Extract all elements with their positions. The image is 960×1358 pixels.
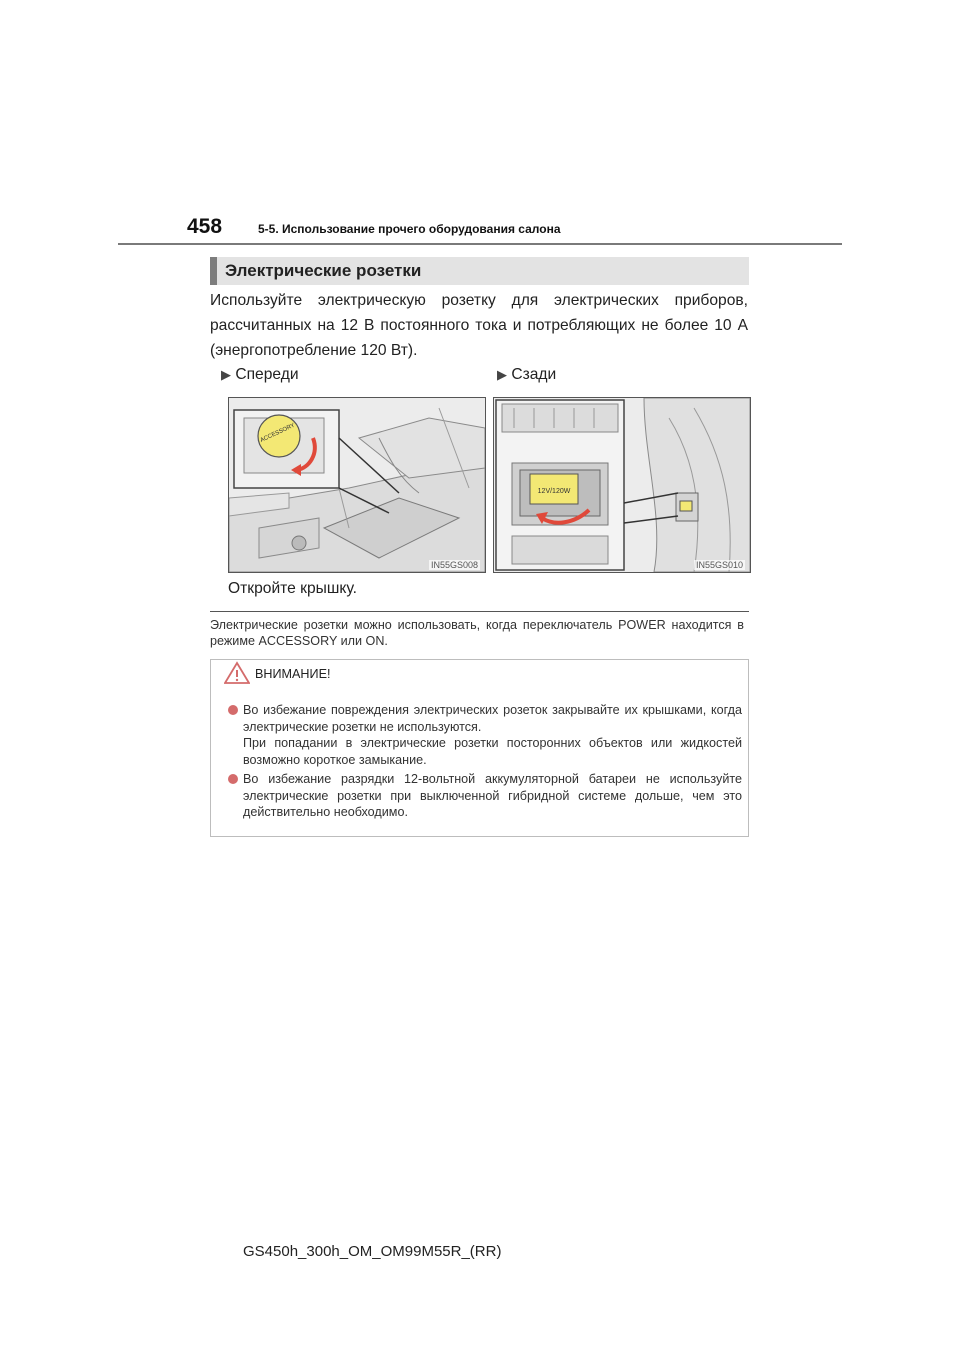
document-footer: GS450h_300h_OM_OM99M55R_(RR) [243,1243,502,1260]
warning-bullet [228,702,742,768]
rear-console-drawing [494,398,750,572]
figure-caption: Откройте крышку. [228,580,357,597]
front-console-drawing [229,398,485,572]
warning-bullet-text: Во избежание повреждения электрических розеток закрывайте их крышками, когда электрические розетки не используются. При попадании в электрические розетки посторонних объектов или жидкостей возможно короткое замыкание. [243,703,742,767]
warning-bullet-text: Во избежание разрядки 12-вольтной аккумуляторной батареи не используйте электрические розетки при выключенной гибридной системе дольше, чем это действительно необходимо. [243,772,742,819]
front-outlet-illustration [228,397,486,573]
figure-label-rear [497,366,556,384]
figure-label-rear-text: Сзади [511,366,557,383]
figure-label-front [221,366,299,384]
warning-title: ВНИМАНИЕ! [255,667,331,681]
socket-cap-label: ACCESSORY [259,422,297,444]
bullet-dot-icon [228,705,238,715]
section-title: Электрические розетки [225,261,422,280]
bullet-dot-icon [228,774,238,784]
page-number: 458 [187,215,223,238]
note-divider [210,611,749,612]
intro-paragraph: Используйте электрическую розетку для электрических приборов, рассчитанных на 12 В постоянного тока и потребляющих не более 10 А (энергопотребление 120 Вт). [210,292,748,359]
rear-outlet-illustration [493,397,751,573]
usage-note: Электрические розетки можно использовать, когда переключатель POWER находится в режиме ACCESSORY или ON. [210,618,744,648]
figure-label-front-text: Спереди [235,366,299,383]
warning-triangle-icon [224,661,250,685]
warning-bullet [228,771,742,821]
header-divider [118,243,842,245]
socket-rating-label: 12V/120W [537,488,571,495]
triangle-marker-icon: ▶ [221,367,231,382]
figure-code-front: IN55GS008 [430,560,478,570]
chapter-header: 5-5. Использование прочего оборудования салона [258,222,561,236]
triangle-marker-icon: ▶ [497,367,507,382]
figure-code-rear: IN55GS010 [695,560,743,570]
section-title-accent [210,257,217,285]
